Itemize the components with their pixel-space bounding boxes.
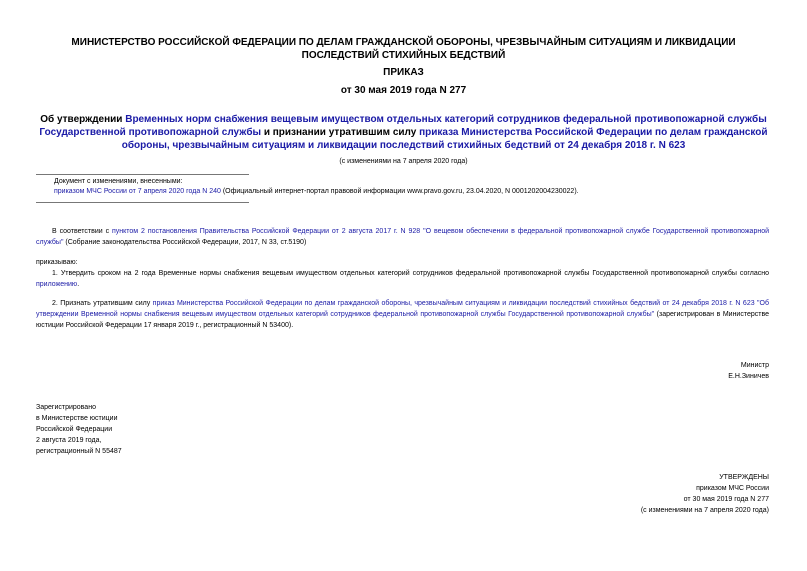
title-link-order-623[interactable]: приказа Министерства Российской Федерации по делам гражданской обороны, чрезвычайным ситуациям и ликвидации последствий стихийных бедствий от 24 декабря 2018 г. N 623 xyxy=(121,127,768,151)
approval-line-3: от 30 мая 2019 года N 277 xyxy=(683,496,769,503)
amendments-note: (с изменениями на 7 апреля 2020 года) xyxy=(339,158,468,165)
title-prefix: Об утверждении xyxy=(40,114,126,125)
item-2-source: (зарегистрирован в Министерстве юстиции Российской Федерации 17 января 2019 г., регистрационный N 53400). xyxy=(36,311,769,329)
registration-line-4: 2 августа 2019 года, xyxy=(36,437,102,444)
item-2-link-order-623[interactable]: приказ Министерства Российской Федерации по делам гражданской обороны, чрезвычайным ситуациям и ликвидации последствий стихийных бедствий от 24 декабря 2018 г. N 623 "Об утверждении Временной нормы снабжения вещевым имуществом отдельных категорий сотрудников федеральной противопожарной службы Государственной противопожарной службы" xyxy=(36,300,769,318)
divider-bottom xyxy=(36,202,249,203)
basis-source: (Собрание законодательства Российской Федерации, 2017, N 33, ст.5190) xyxy=(63,239,307,246)
changes-source: (Официальный интернет-портал правовой информации www.pravo.gov.ru, 23.04.2020, N 0001202004230022). xyxy=(220,188,579,195)
signature-name: Е.Н.Зиничев xyxy=(728,373,769,380)
approval-line-1: УТВЕРЖДЕНЫ xyxy=(719,474,769,481)
divider-top xyxy=(36,174,249,175)
registration-line-5: регистрационный N 55487 xyxy=(36,448,122,455)
approval-line-2: приказом МЧС России xyxy=(696,485,769,492)
changes-label: Документ с изменениями, внесенными: xyxy=(54,178,183,185)
document-date-number: от 30 мая 2019 года N 277 xyxy=(340,85,467,96)
item-2 xyxy=(36,298,769,331)
basis-prefix: В соответствии с xyxy=(52,228,112,235)
registration-block xyxy=(36,402,236,457)
paragraph-basis xyxy=(36,226,769,248)
registration-line-3: Российской Федерации xyxy=(36,426,113,433)
item-1 xyxy=(36,268,769,290)
item-2-prefix: 2. Признать утратившим силу xyxy=(52,300,153,307)
signature-position: Министр xyxy=(740,362,769,369)
document-title xyxy=(36,113,771,152)
ministry-heading: МИНИСТЕРСТВО РОССИЙСКОЙ ФЕДЕРАЦИИ ПО ДЕЛАМ ГРАЖДАНСКОЙ ОБОРОНЫ, ЧРЕЗВЫЧАЙНЫМ СИТУАЦИЯМ И ЛИКВИДАЦИИ ПОСЛЕДСТВИЙ СТИХИЙНЫХ БЕДСТВИЙ xyxy=(71,37,736,61)
document-type: ПРИКАЗ xyxy=(383,67,424,78)
approval-block xyxy=(520,472,769,516)
item-1-link-appendix[interactable]: приложению xyxy=(36,281,78,288)
registration-line-2: в Министерстве юстиции xyxy=(36,415,118,422)
item-1-text: 1. Утвердить сроком на 2 года Временные нормы снабжения вещевым имуществом отдельных категорий сотрудников федеральной противопожарной службы Государственной противопожарной службы согласно xyxy=(52,270,769,277)
approval-line-4: (с изменениями на 7 апреля 2020 года) xyxy=(640,507,769,514)
basis-link-decree-928[interactable]: пунктом 2 постановления Правительства Российской Федерации от 2 августа 2017 г. N 928 "О вещевом обеспечении в федеральной противопожарной службе Государственной противопожарной службы" xyxy=(36,228,770,246)
title-link-norms[interactable]: Временных норм снабжения вещевым имуществом отдельных категорий сотрудников федеральной противопожарной службы Государственной противопожарной службы xyxy=(39,114,767,138)
signature-block xyxy=(560,360,769,382)
registration-line-1: Зарегистрировано xyxy=(36,404,96,411)
order-word: приказываю: xyxy=(36,259,78,266)
changes-link-order-240[interactable]: приказом МЧС России от 7 апреля 2020 года N 240 xyxy=(54,188,221,195)
changes-line xyxy=(54,186,769,197)
title-middle: и признании утратившим силу xyxy=(261,127,420,138)
item-1-end: . xyxy=(77,281,80,288)
